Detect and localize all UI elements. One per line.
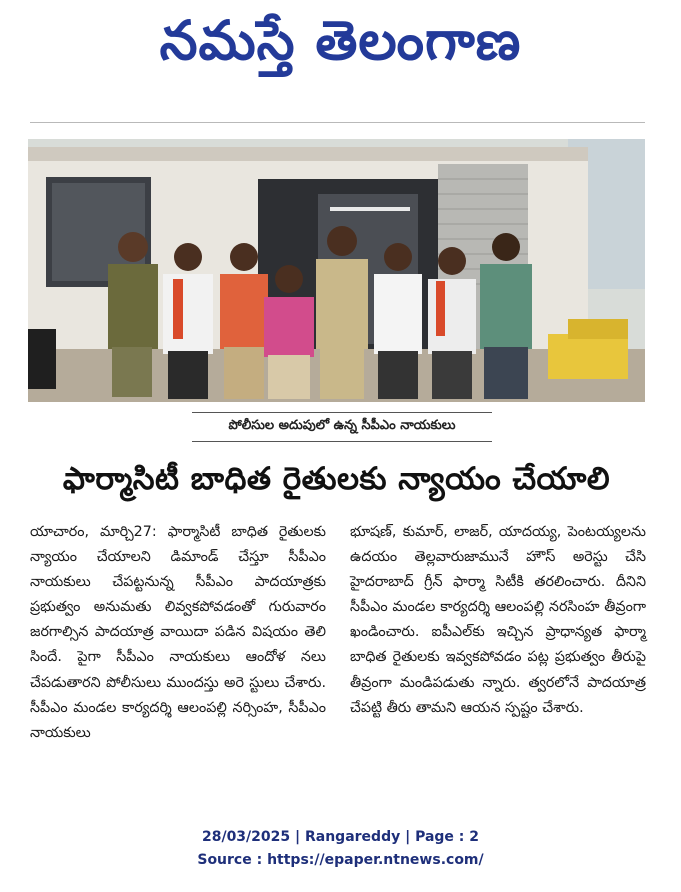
masthead: [0, 0, 681, 105]
article-column-left: [30, 520, 326, 746]
article-column-right: [350, 520, 646, 721]
news-photo: [28, 139, 645, 402]
article-body-right: భూషణ్, కుమార్, లాజర్, యాదయ్య, పెంటయ్యలను ఉదయం తెల్లవారుజామునే హౌస్ అరెస్టు చేసి హైదరాబాద్ గ్రీన్ ఫార్మా సిటీకి తరలించారు. దీనిని సీపీఎం మండల కార్యదర్శి ఆలంపల్లి నరసింహ తీవ్రంగా ఖండించారు. ఐపీఎల్‌కు ఇచ్చిన ప్రాధాన్యత ఫార్మా బాధిత రైతులకు ఇవ్వకపోవడం పట్ల ప్రభుత్వం తీరుపై తీవ్రంగా మండిపడుతు న్నారు. త్వరలోనే పాదయాత్ర చేపట్టి తీరు తామని ఆయన స్పష్టం చేశారు.: [350, 524, 646, 716]
newspaper-logo: నమస్తే తెలంగాణ: [159, 9, 522, 72]
footer-meta: 28/03/2025 | Rangareddy | Page : 2: [201, 829, 480, 845]
article-headline: ఫార్మాసిటీ బాధిత రైతులకు న్యాయం చేయాలి: [62, 460, 611, 497]
masthead-divider: [30, 122, 645, 123]
photo-caption: పోలీసుల అదుపులో ఉన్న సీపీఎం నాయకులు: [192, 412, 492, 442]
group-photo-icon: [28, 139, 645, 402]
footer-source: Source : https://epaper.ntnews.com/: [197, 852, 484, 868]
article-body-left: యాచారం, మార్చి27: ఫార్మాసిటీ బాధిత రైతులకు న్యాయం చేయాలని డిమాండ్ చేస్తూ సీపీఎం నాయకులు చేపట్టనున్న సీపీఎం పాదయాత్రకు ప్రభుత్వం అనుమతు లివ్వకపోవడంతో గురువారం జరగాల్సిన పాదయాత్ర వాయిదా పడిన విషయం తెలి సిందే. పైగా సీపీఎం నాయకులు ఆందోళ నలు చేపడుతారని పోలీసులు ముందస్తు అరె స్టులు చేశారు. సీపీఎం మండల కార్యదర్శి ఆలంపల్లి నర్సింహ, సీపీఎం నాయకులు: [30, 524, 326, 741]
